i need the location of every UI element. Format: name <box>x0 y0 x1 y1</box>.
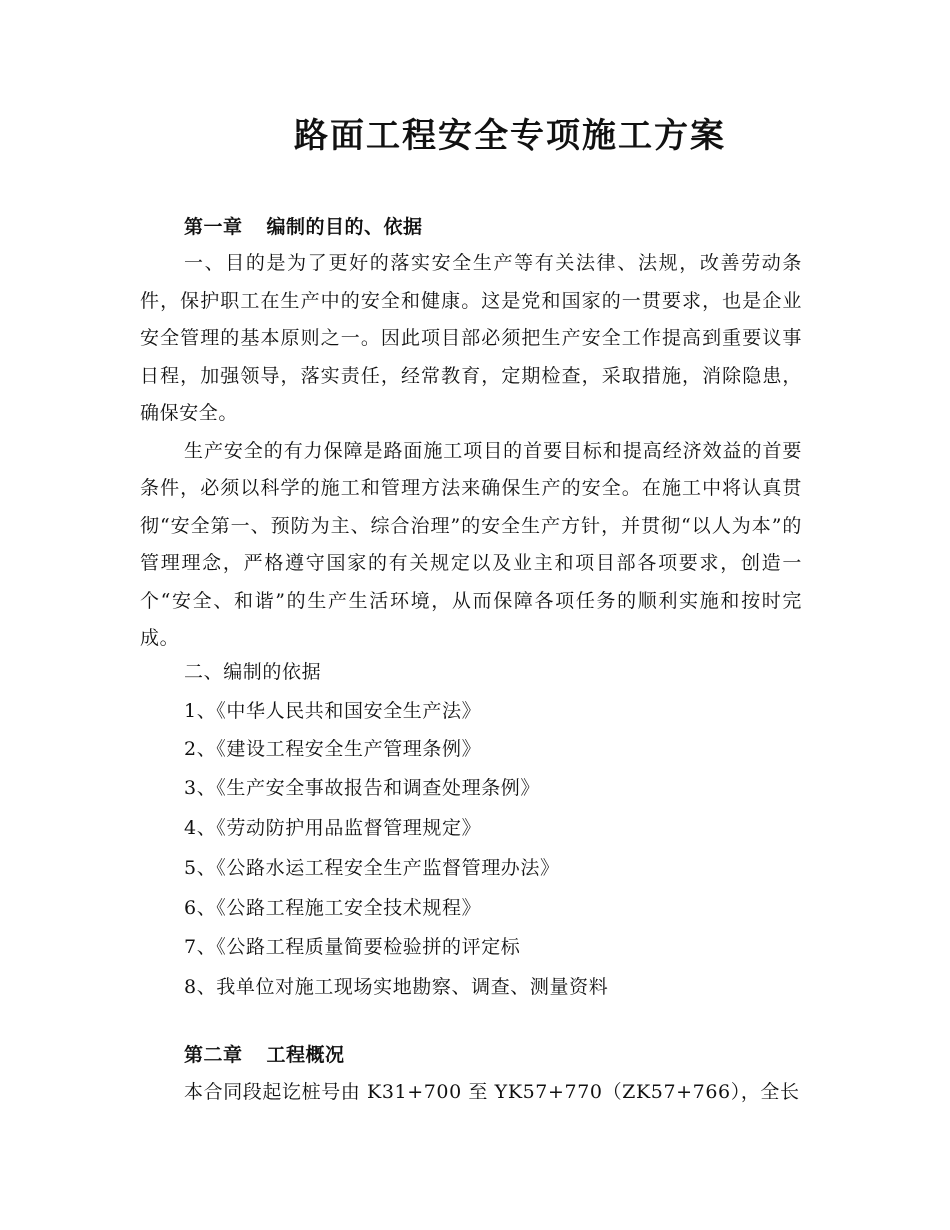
basis-item: 2、《建设工程安全生产管理条例》 <box>184 738 482 760</box>
basis-item: 7、《公路工程质量简要检验拼的评定标 <box>184 936 521 958</box>
purpose-paragraph-1: 一、目的是为了更好的落实安全生产等有关法律、法规，改善劳动条件，保护职工在生产中的安全和健康。这是党和国家的一贯要求，也是企业安全管理的基本原则之一。因此项目部必须把生产安全工作提高到重要议事日程，加强领导，落实责任，经常教育，定期检查，采取措施，消除隐患，确保安全。 <box>140 252 802 424</box>
basis-item: 5、《公路水运工程安全生产监督管理办法》 <box>184 857 560 879</box>
chapter-1-number: 第一章 <box>184 216 243 238</box>
basis-item: 3、《生产安全事故报告和调查处理条例》 <box>184 777 540 799</box>
basis-heading: 二、编制的依据 <box>184 661 322 683</box>
purpose-paragraph-2: 生产安全的有力保障是路面施工项目的首要目标和提高经济效益的首要条件，必须以科学的施工和管理方法来确保生产的安全。在施工中将认真贯彻“安全第一、预防为主、综合治理”的安全生产方针，并贯彻“以人为本”的管理理念，严格遵守国家的有关规定以及业主和项目部各项要求，创造一个“安全、和谐”的生产生活环境，从而保障各项任务的顺利实施和按时完成。 <box>140 439 802 649</box>
chapter-1-title: 编制的目的、依据 <box>266 216 423 238</box>
basis-item: 6、《公路工程施工安全技术规程》 <box>184 897 482 919</box>
chapter-2-heading <box>184 1040 345 1070</box>
basis-item: 1、《中华人民共和国安全生产法》 <box>184 700 482 722</box>
basis-item: 4、《劳动防护用品监督管理规定》 <box>184 817 482 839</box>
chapter-1-heading <box>184 212 423 242</box>
basis-item: 8、我单位对施工现场实地勘察、调查、测量资料 <box>184 976 609 998</box>
chapter-2-intro: 本合同段起讫桩号由 K31+700 至 YK57+770（ZK57+766），全长 <box>184 1081 800 1103</box>
chapter-2-title: 工程概况 <box>266 1044 345 1066</box>
purpose-section <box>140 245 802 658</box>
document-title: 路面工程安全专项施工方案 <box>294 116 726 156</box>
chapter-2-number: 第二章 <box>184 1044 243 1066</box>
